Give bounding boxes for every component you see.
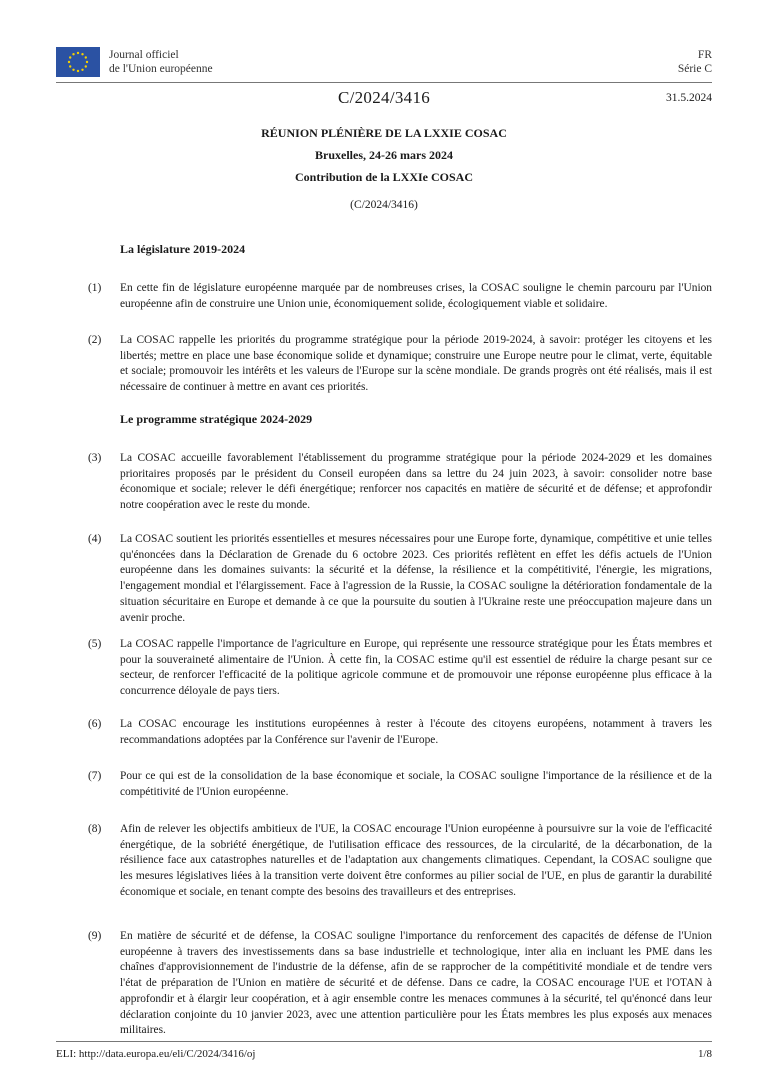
paragraph-text: La COSAC encourage les institutions européennes à rester à l'écoute des citoyens européens, notamment à travers les recommandations adoptées par la Conférence sur l'avenir de l'Europe.	[120, 718, 712, 746]
paragraph-number: (7)	[88, 770, 102, 782]
paragraph-number: (8)	[88, 823, 102, 835]
header-divider	[56, 82, 712, 83]
paragraph-text: En cette fin de législature européenne marquée par de nombreuses crises, la COSAC souligne le chemin parcouru par l'Union européenne afin de construire une Union unie, économiquement solide, écologiquement viable et solidaire.	[120, 282, 712, 310]
paragraph-text: La COSAC rappelle l'importance de l'agriculture en Europe, qui représente une ressource stratégique pour les États membres et pour la souveraineté alimentaire de l'Union. À cette fin, la COSAC estime qu'il est essentiel de réduire la charge pesant sur ce secteur, de renforcer l'efficacité de la politique agricole commune et de promouvoir une réponse européenne plus efficace à la concurrence déloyale de pays tiers.	[120, 638, 712, 698]
eu-star-icon	[69, 56, 71, 58]
eu-flag-icon	[56, 47, 100, 77]
eu-star-icon	[81, 69, 83, 71]
contribution-title: Contribution de la LXXIe COSAC	[294, 170, 474, 184]
paragraph-text: En matière de sécurité et de défense, la COSAC souligne l'importance du renforcement des capacités de défense de l'Union européenne à travers des investissements dans sa base industrielle et technologique, inter alia en incluant les PME dans les chaînes d'approvisionnement de l'industrie de la défense, afin de se rapprocher de la compétitivité mondiale et de tendre vers l'état de préparation de l'Union en matière de sécurité et de défense. Dans ce cadre, la COSAC encourage l'UE et l'OTAN à approfondir et à élargir leur coopération, et à agir ensemble contre les menaces communes à la sécurité, tel qu'énoncé dans leur déclaration conjointe du 10 janvier 2023, avec une attention particulière pour les États membres les plus exposés aux menaces militaires.	[120, 930, 712, 1037]
eu-star-icon	[77, 70, 79, 72]
eu-star-icon	[69, 65, 71, 67]
journal-title-line2: de l'Union européenne	[109, 63, 213, 75]
eu-star-icon	[85, 65, 87, 67]
journal-header	[56, 45, 712, 79]
series-label: Série C	[677, 63, 712, 75]
journal-title-line1: Journal officiel	[109, 49, 179, 61]
paragraph-number: (1)	[88, 282, 102, 294]
eu-star-icon	[85, 56, 87, 58]
document-titles	[0, 122, 768, 188]
document-number: C/2024/3416	[337, 88, 431, 107]
eu-star-icon	[68, 61, 70, 63]
eu-star-icon	[72, 69, 74, 71]
paragraph-text: La COSAC accueille favorablement l'établissement du programme stratégique pour la période 2024-2029 et les domaines prioritaires proposés par le président du Conseil européen dans sa lettre du 24 juin 2023, à savoir: consolider notre base économique et sociale; relever le défi énergétique; renforcer nos capacités en matière de sécurité et de défense; et approfondir notre coopération avec le reste du monde.	[120, 452, 712, 512]
eu-star-icon	[72, 53, 74, 55]
language-series	[678, 48, 712, 76]
paragraph-text: Pour ce qui est de la consolidation de la base économique et sociale, la COSAC souligne l'importance de la résilience et de la compétitivité de l'Union européenne.	[120, 770, 712, 798]
document-date: 31.5.2024	[666, 92, 712, 104]
paragraph-number: (3)	[88, 452, 102, 464]
eu-star-icon	[77, 52, 79, 54]
paragraph-number: (5)	[88, 638, 102, 650]
eu-stars-icon	[56, 47, 100, 77]
meeting-title: RÉUNION PLÉNIÈRE DE LA LXXIE COSAC	[261, 126, 507, 140]
section-heading-legislature: La législature 2019-2024	[120, 242, 246, 256]
footer-divider	[56, 1041, 712, 1042]
page-number: 1/8	[697, 1048, 712, 1060]
language-code: FR	[697, 49, 712, 61]
paragraph-number: (9)	[88, 930, 102, 942]
meeting-place-date: Bruxelles, 24-26 mars 2024	[315, 148, 453, 162]
eu-star-icon	[86, 61, 88, 63]
journal-title	[109, 48, 213, 76]
eu-star-icon	[81, 53, 83, 55]
paragraph-number: (4)	[88, 533, 102, 545]
section-heading-programme: Le programme stratégique 2024-2029	[120, 412, 313, 426]
document-reference: (C/2024/3416)	[350, 199, 418, 211]
paragraph-number: (6)	[88, 718, 102, 730]
paragraph-text: Afin de relever les objectifs ambitieux de l'UE, la COSAC encourage l'Union européenne à poursuivre sur la voie de l'efficacité énergétique, de la sobriété énergétique, de l'utilisation efficace des ressources, de la circularité, de la décarbonation, de la résilience face aux catastrophes naturelles et de l'adaptation aux changements climatiques. Cependant, la COSAC souligne que les mesures législatives liées à la transition verte doivent être conformes au pilier social de l'UE, en plus de garantir la durabilité économique et sociale, en tenant compte des besoins des travailleurs et des entreprises.	[120, 823, 712, 898]
eli-link[interactable]: ELI: http://data.europa.eu/eli/C/2024/3416/oj	[56, 1048, 256, 1060]
paragraph-number: (2)	[88, 334, 102, 346]
paragraph-text: La COSAC rappelle les priorités du programme stratégique pour la période 2019-2024, à savoir: protéger les citoyens et les libertés; mettre en place une base économique solide et dynamique; construire une Europe neutre pour le climat, verte, équitable et sociale; promouvoir les intérêts et les valeurs de l'Europe sur la scène mondiale. De grands progrès ont été réalisés, mais il est nécessaire de continuer à mettre en avant ces priorités.	[120, 334, 712, 394]
paragraph-text: La COSAC soutient les priorités essentielles et mesures nécessaires pour une Europe forte, dynamique, compétitive et unie telles qu'énoncées dans la Déclaration de Grenade du 6 octobre 2023. Ces priorités reflètent en effet les défis actuels de l'Union européenne dans les domaines suivants: la sécurité et la défense, la résilience et la compétitivité, l'énergie, les migrations, l'engagement mondial et l'élargissement. Face à l'agression de la Russie, la COSAC souligne la détérioration fondamentale de la situation sécuritaire en Europe et demande à ce que la poursuite du soutien à l'Ukraine reste une préoccupation majeure dans un avenir proche.	[120, 533, 712, 624]
